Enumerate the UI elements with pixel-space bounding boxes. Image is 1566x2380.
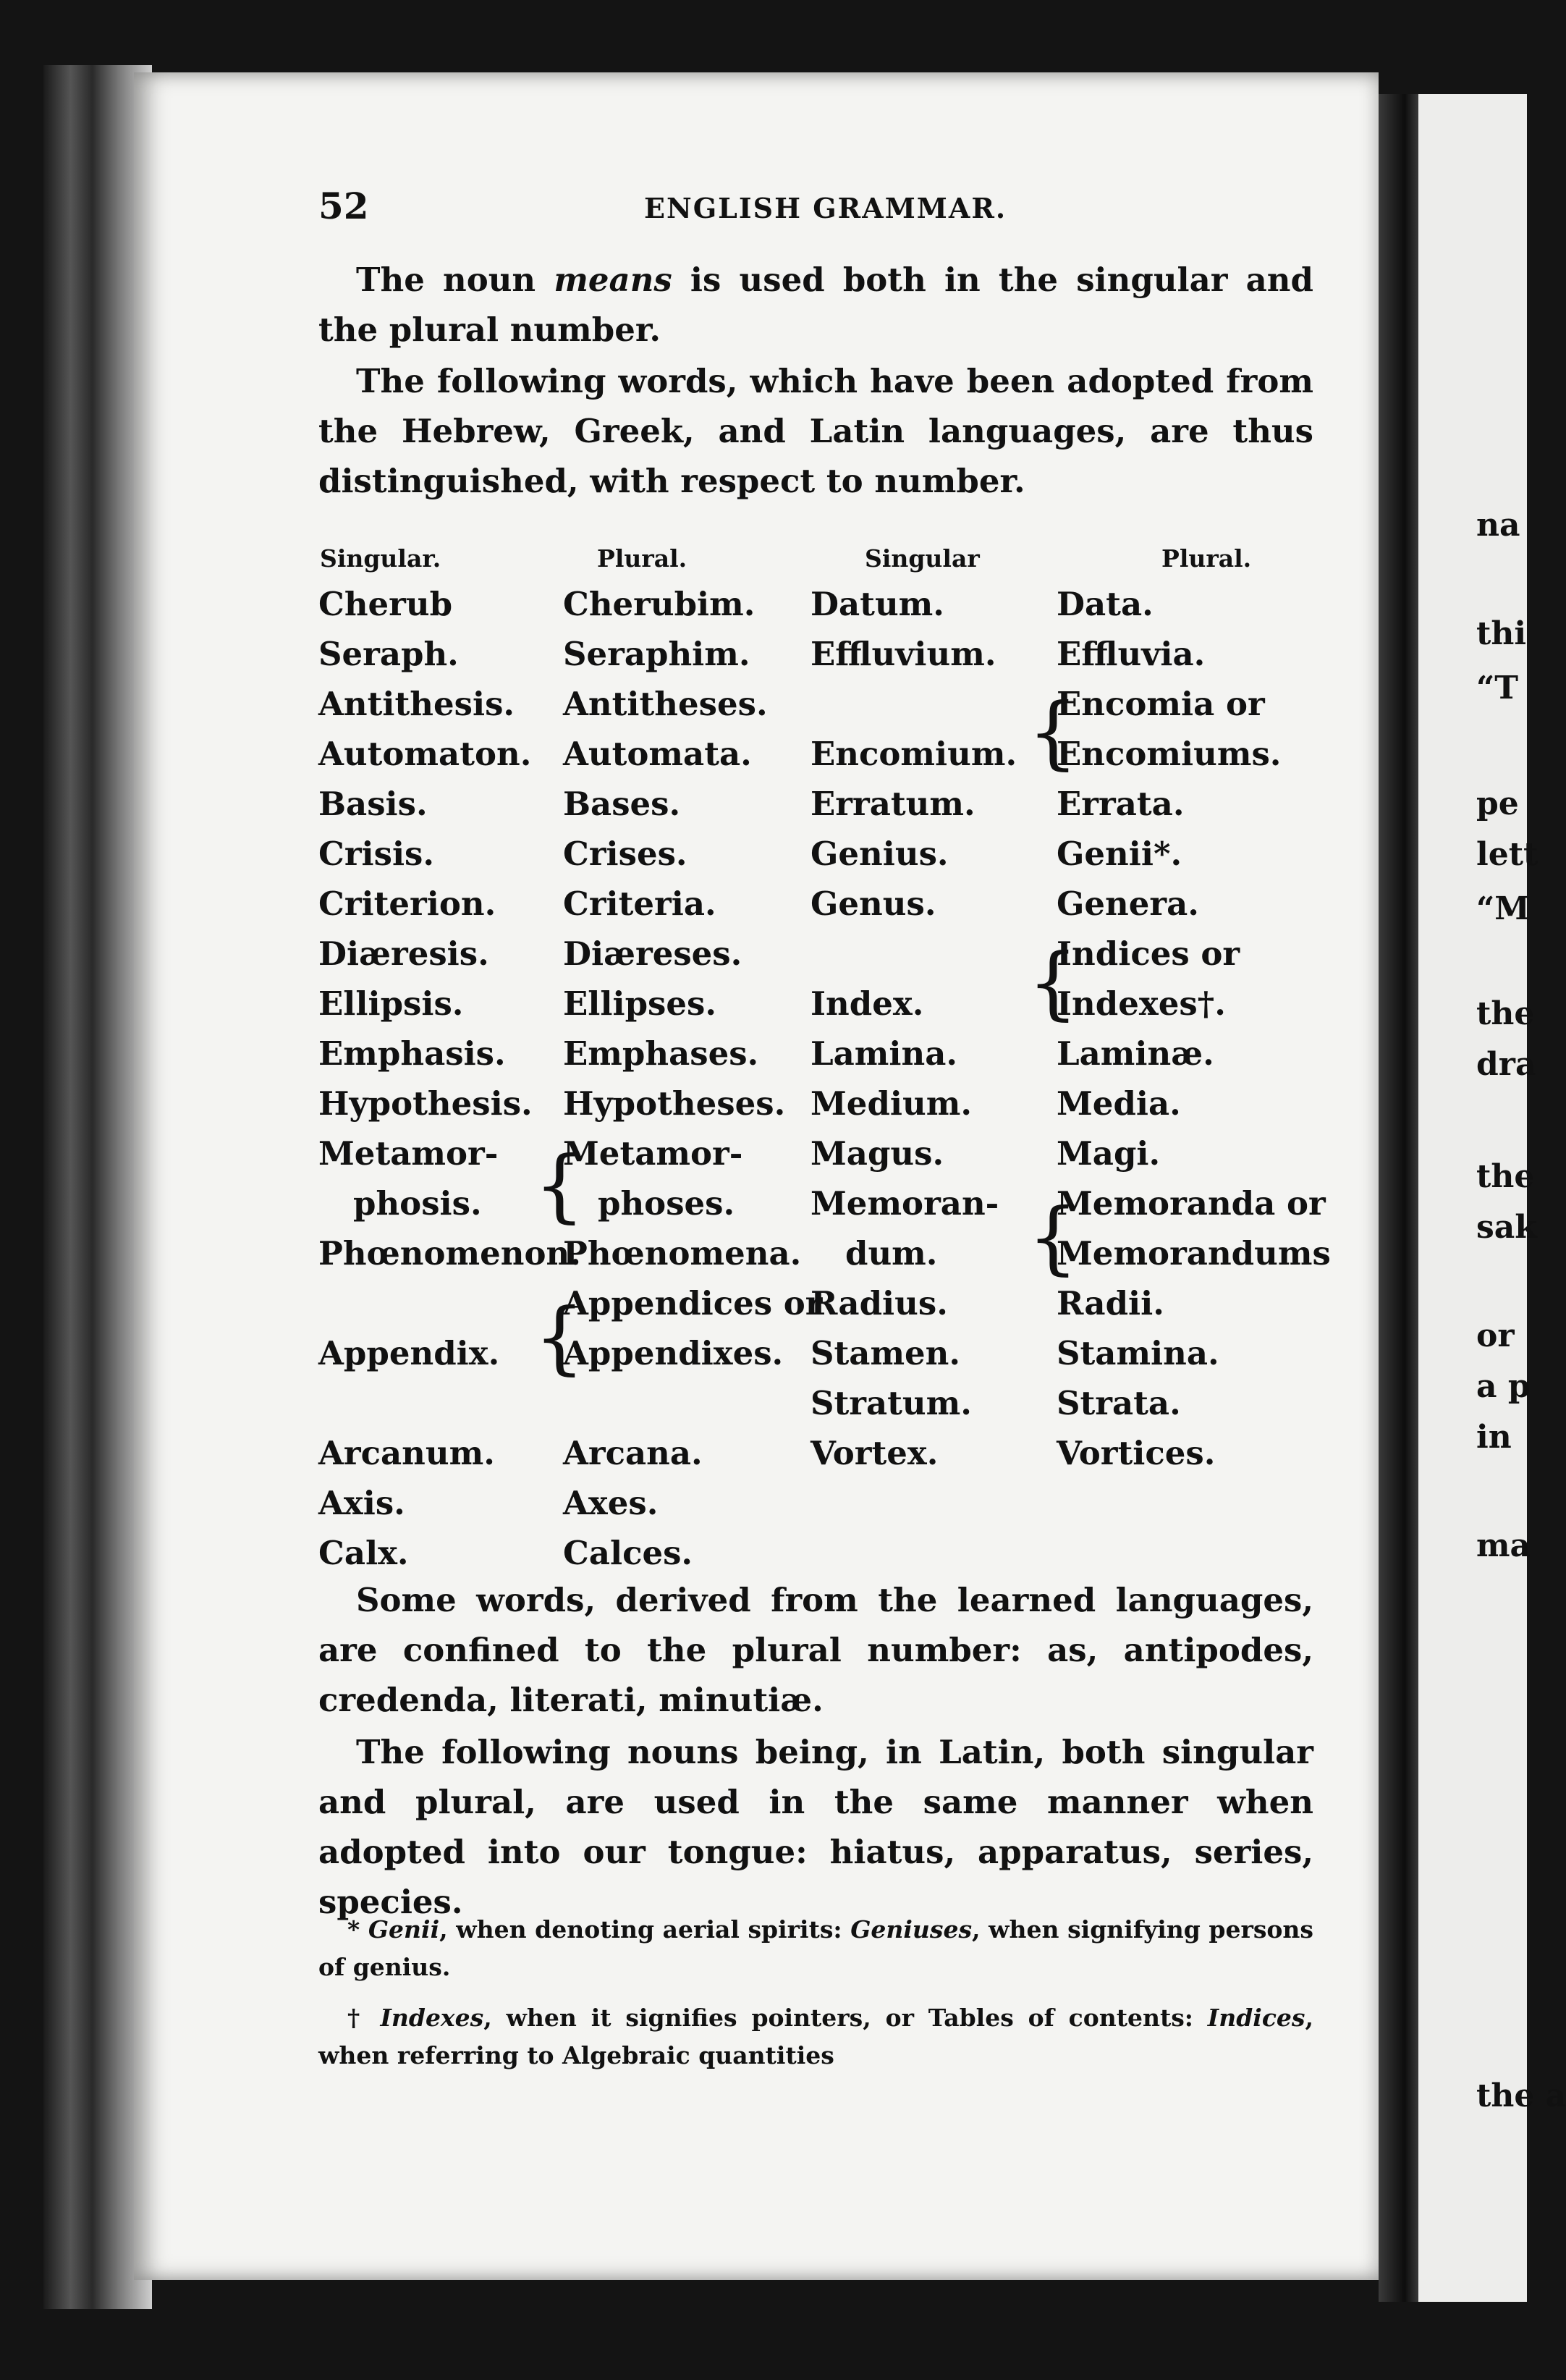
table-cell: Strata. — [1057, 1384, 1181, 1422]
facing-page-text: the — [1476, 1158, 1535, 1195]
table-cell: Media. — [1057, 1084, 1181, 1123]
page-gutter — [1379, 94, 1422, 2302]
intro-paragraph-1 — [318, 255, 1313, 355]
table-cell: Antithesis. — [318, 685, 515, 723]
facing-page — [1418, 94, 1527, 2302]
table-cell: Crisis. — [318, 835, 435, 873]
table-cell: Errata. — [1057, 785, 1185, 823]
table-cell: Radius. — [810, 1284, 948, 1322]
p1-text-a: The noun — [356, 261, 554, 299]
footnote-2-term: Indexes — [380, 2004, 484, 2032]
table-cell: Seraph. — [318, 635, 459, 673]
footnote-1-text-b: , when signifying persons of genius. — [318, 1915, 1314, 1981]
page-number: 52 — [318, 185, 369, 227]
header-plural-left: Plural. — [597, 544, 687, 573]
table-cell: Metamor- — [563, 1134, 743, 1173]
table-cell — [318, 1378, 581, 1428]
table-cell: Encomia or — [1057, 685, 1265, 723]
facing-page-text: “T — [1476, 670, 1519, 706]
facing-page-text: thi — [1476, 615, 1527, 652]
p1-emphasis: means — [554, 261, 672, 299]
table-cell — [810, 679, 1017, 729]
footnote-2-mark: † — [347, 2004, 381, 2032]
facing-page-text: the a — [1476, 2077, 1566, 2114]
table-cell: Appendix. — [318, 1334, 500, 1372]
table-cell: phosis. — [353, 1184, 482, 1223]
table-cell: Calx. — [318, 1534, 409, 1572]
footnote-indexes — [318, 1999, 1313, 2075]
facing-page-text: sak — [1476, 1209, 1537, 1246]
brace-metamorphosis: { — [534, 1139, 585, 1231]
p1-text-b: is used both in the singular and the plural number. — [318, 261, 1313, 349]
facing-page-text: “M — [1476, 890, 1531, 927]
table-cell: Ellipses. — [563, 984, 717, 1023]
brace-encomium: { — [1028, 685, 1078, 778]
table-cell: Automaton. — [318, 735, 532, 773]
table-cell: Automata. — [563, 735, 752, 773]
table-cell: Memoranda or — [1057, 1184, 1326, 1223]
column-right-plural — [1057, 579, 1331, 1478]
table-cell: Seraphim. — [563, 635, 750, 673]
table-cell: Data. — [1057, 585, 1154, 623]
table-cell: Encomium. — [810, 735, 1017, 773]
table-cell: Hypothesis. — [318, 1084, 533, 1123]
table-cell: Criteria. — [563, 885, 716, 923]
table-cell — [810, 929, 1017, 979]
column-left-singular — [318, 579, 581, 1578]
table-cell: Memoran- — [810, 1184, 999, 1223]
table-cell: Vortex. — [810, 1434, 939, 1472]
table-cell: Indexes†. — [1057, 984, 1226, 1023]
table-cell: Bases. — [563, 785, 681, 823]
table-cell: Appendices or — [563, 1284, 823, 1322]
table-cell: Crises. — [563, 835, 687, 873]
table-cell: Effluvium. — [810, 635, 996, 673]
table-cell: Stamen. — [810, 1334, 961, 1372]
table-cell: Antitheses. — [563, 685, 768, 723]
table-cell: phoses. — [598, 1184, 735, 1223]
facing-page-text: the — [1476, 995, 1535, 1032]
footnote-2-text-a: , when it signifies pointers, or Tables of contents: — [483, 2004, 1208, 2032]
facing-page-text: na — [1476, 507, 1520, 544]
brace-memorandum: { — [1028, 1191, 1078, 1283]
table-cell: Criterion. — [318, 885, 496, 923]
table-cell: Hypotheses. — [563, 1084, 786, 1123]
table-cell: Calces. — [563, 1534, 693, 1572]
running-head: ENGLISH GRAMMAR. — [644, 192, 1007, 224]
header-singular-right: Singular — [865, 544, 980, 573]
table-cell: Arcanum. — [318, 1434, 495, 1472]
table-cell: Index. — [810, 984, 924, 1023]
table-cell: Appendixes. — [563, 1334, 784, 1372]
table-cell: Genus. — [810, 885, 936, 923]
header-singular-left: Singular. — [320, 544, 441, 573]
table-cell: Cherub — [318, 585, 453, 623]
paragraph-latin-nouns: The following nouns being, in Latin, both singular and plural, are used in the same manner when adopted into our tongue: hiatus, apparatus, series, species. — [318, 1733, 1313, 1921]
header-plural-right: Plural. — [1161, 544, 1252, 573]
table-cell: Memorandums — [1057, 1234, 1331, 1273]
table-cell: Ellipsis. — [318, 984, 464, 1023]
table-cell: Magi. — [1057, 1134, 1161, 1173]
table-cell: dum. — [845, 1234, 938, 1273]
table-cell: Erratum. — [810, 785, 975, 823]
table-cell: Genii*. — [1057, 835, 1182, 873]
table-cell: Radii. — [1057, 1284, 1164, 1322]
table-cell: Magus. — [810, 1134, 944, 1173]
facing-page-text: or — [1476, 1317, 1515, 1354]
facing-page-text: a p — [1476, 1368, 1531, 1405]
table-cell: Diæresis. — [318, 934, 489, 973]
footnote-2-term-2: Indices — [1207, 2004, 1305, 2032]
table-cell: Genera. — [1057, 885, 1199, 923]
facing-page-text: ma — [1476, 1527, 1531, 1564]
brace-appendix: { — [534, 1291, 585, 1383]
table-cell: Indices or — [1057, 934, 1240, 973]
table-cell: Arcana. — [563, 1434, 703, 1472]
table-cell: Genius. — [810, 835, 949, 873]
table-cell: Emphases. — [563, 1034, 759, 1073]
footnote-1-text-a: , when denoting aerial spirits: — [439, 1915, 851, 1944]
table-cell: Phœnomenon. — [318, 1234, 581, 1273]
table-cell: Vortices. — [1057, 1434, 1216, 1472]
table-cell: Axis. — [318, 1484, 405, 1522]
table-cell: Laminæ. — [1057, 1034, 1214, 1073]
table-cell: Phœnomena. — [563, 1234, 802, 1273]
table-cell: Encomiums. — [1057, 735, 1282, 773]
page-header — [318, 185, 1317, 242]
footnote-genii — [318, 1911, 1313, 1986]
table-cell: Lamina. — [810, 1034, 958, 1073]
column-right-singular — [810, 579, 1017, 1478]
column-left-plural — [563, 579, 823, 1578]
paragraph-plural-only: Some words, derived from the learned languages, are confined to the plural number: as, antipodes, credenda, literati, minutiæ. — [318, 1581, 1313, 1719]
table-cell — [563, 1378, 823, 1428]
table-cell: Basis. — [318, 785, 428, 823]
table-cell: Emphasis. — [318, 1034, 506, 1073]
footnote-1-term: Genii — [368, 1915, 440, 1944]
table-cell: Effluvia. — [1057, 635, 1206, 673]
facing-page-text: dra — [1476, 1046, 1536, 1083]
facing-page-text: pe — [1476, 785, 1519, 822]
table-cell: Axes. — [563, 1484, 659, 1522]
footnote-1-mark: * — [347, 1915, 368, 1944]
intro-paragraph-2: The following words, which have been adopted from the Hebrew, Greek, and Latin languages, are thus distinguished, with respect to number. — [318, 362, 1313, 500]
table-cell: Metamor- — [318, 1134, 499, 1173]
table-cell: Datum. — [810, 585, 944, 623]
facing-page-text: in — [1476, 1419, 1512, 1456]
table-cell: Diæreses. — [563, 934, 742, 973]
table-cell: Stratum. — [810, 1384, 972, 1422]
facing-page-text: lett — [1476, 836, 1539, 873]
brace-index: { — [1028, 936, 1078, 1029]
table-cell: Cherubim. — [563, 585, 756, 623]
table-cell: Stamina. — [1057, 1334, 1219, 1372]
footnote-2-text-b: , when referring to Algebraic quantities — [318, 2004, 1314, 2069]
footnote-1-term-2: Geniuses — [850, 1915, 973, 1944]
table-cell: Medium. — [810, 1084, 973, 1123]
